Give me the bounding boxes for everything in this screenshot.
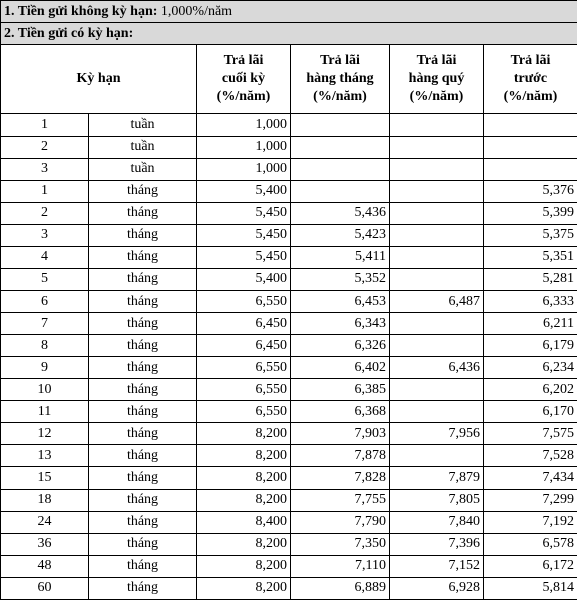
- rate-upfront-cell: 6,179: [484, 335, 577, 357]
- table-row: [1, 511, 577, 533]
- term-number-cell: 15: [1, 467, 89, 489]
- rate-upfront-cell: 5,376: [484, 180, 577, 202]
- term-unit-cell: tháng: [89, 401, 197, 423]
- term-unit-cell: tháng: [89, 489, 197, 511]
- rate-quarterly-cell: [390, 180, 484, 202]
- term-number-cell: 9: [1, 357, 89, 379]
- rate-end-of-term-cell: 6,550: [197, 357, 291, 379]
- header-quarterly-line-1: Trả lãi: [416, 53, 457, 69]
- header-row: [1, 45, 577, 114]
- rate-quarterly-cell: 7,805: [390, 489, 484, 511]
- term-number-cell: 24: [1, 511, 89, 533]
- rate-monthly-cell: [291, 158, 390, 180]
- header-end-line-3: (%/năm): [216, 89, 271, 105]
- term-number-cell: 10: [1, 379, 89, 401]
- rate-quarterly-cell: [390, 268, 484, 290]
- section-1-label: 1. Tiền gửi không kỳ hạn:: [4, 3, 158, 19]
- header-upfront-line-3: (%/năm): [503, 89, 558, 105]
- rate-upfront-cell: 6,578: [484, 533, 577, 555]
- rate-quarterly-cell: 7,840: [390, 511, 484, 533]
- rate-upfront-cell: 6,202: [484, 379, 577, 401]
- term-number-cell: 13: [1, 445, 89, 467]
- section-1-row: [1, 1, 577, 23]
- rate-end-of-term-cell: 8,200: [197, 423, 291, 445]
- rate-upfront-cell: [484, 114, 577, 136]
- term-unit-cell: tháng: [89, 379, 197, 401]
- rate-quarterly-cell: 6,436: [390, 357, 484, 379]
- rate-upfront-cell: [484, 158, 577, 180]
- term-number-cell: 4: [1, 246, 89, 268]
- table-row: [1, 577, 577, 599]
- table-row: [1, 268, 577, 290]
- section-1-cell: [1, 1, 577, 23]
- header-upfront-line-2: trước: [513, 71, 548, 87]
- header-quarterly-line-2: hàng quý: [408, 71, 465, 87]
- rate-end-of-term-cell: 8,200: [197, 555, 291, 577]
- rate-quarterly-cell: [390, 136, 484, 158]
- rate-end-of-term-cell: 8,200: [197, 467, 291, 489]
- rate-end-of-term-cell: 8,200: [197, 445, 291, 467]
- term-unit-cell: tháng: [89, 555, 197, 577]
- rate-upfront-cell: 6,234: [484, 357, 577, 379]
- rate-end-of-term-cell: 8,200: [197, 489, 291, 511]
- rate-end-of-term-cell: 5,400: [197, 180, 291, 202]
- rate-monthly-cell: [291, 136, 390, 158]
- rate-quarterly-cell: [390, 379, 484, 401]
- rate-monthly-cell: 5,411: [291, 246, 390, 268]
- rate-quarterly-cell: [390, 202, 484, 224]
- rate-end-of-term-cell: 5,450: [197, 202, 291, 224]
- table-row: [1, 246, 577, 268]
- term-unit-cell: tháng: [89, 246, 197, 268]
- header-term: Kỳ hạn: [1, 45, 197, 114]
- table-row: [1, 224, 577, 246]
- rate-monthly-cell: 6,385: [291, 379, 390, 401]
- term-unit-cell: tuần: [89, 158, 197, 180]
- term-unit-cell: tháng: [89, 467, 197, 489]
- table-row: [1, 290, 577, 312]
- table-row: [1, 445, 577, 467]
- rate-end-of-term-cell: 5,400: [197, 268, 291, 290]
- rate-end-of-term-cell: 8,400: [197, 511, 291, 533]
- table-row: [1, 555, 577, 577]
- rate-upfront-cell: 5,399: [484, 202, 577, 224]
- rate-monthly-cell: 7,878: [291, 445, 390, 467]
- term-unit-cell: tháng: [89, 180, 197, 202]
- rate-upfront-cell: 6,333: [484, 290, 577, 312]
- rate-upfront-cell: 7,434: [484, 467, 577, 489]
- rate-quarterly-cell: [390, 445, 484, 467]
- term-unit-cell: tháng: [89, 511, 197, 533]
- term-unit-cell: tháng: [89, 335, 197, 357]
- table-row: [1, 401, 577, 423]
- rate-monthly-cell: [291, 114, 390, 136]
- rate-quarterly-cell: 6,487: [390, 290, 484, 312]
- rate-quarterly-cell: [390, 313, 484, 335]
- header-end-of-term: [197, 45, 291, 114]
- header-monthly-line-2: hàng tháng: [306, 71, 374, 87]
- table-row: [1, 180, 577, 202]
- rate-monthly-cell: 7,828: [291, 467, 390, 489]
- table-row: [1, 357, 577, 379]
- term-unit-cell: tháng: [89, 313, 197, 335]
- rate-upfront-cell: 5,375: [484, 224, 577, 246]
- table-row: [1, 533, 577, 555]
- term-number-cell: 11: [1, 401, 89, 423]
- rate-monthly-cell: 6,326: [291, 335, 390, 357]
- section-2-label: 2. Tiền gửi có kỳ hạn:: [1, 23, 577, 45]
- rate-monthly-cell: 7,110: [291, 555, 390, 577]
- term-unit-cell: tháng: [89, 357, 197, 379]
- rate-end-of-term-cell: 5,450: [197, 224, 291, 246]
- rate-monthly-cell: 7,350: [291, 533, 390, 555]
- term-unit-cell: tháng: [89, 202, 197, 224]
- rate-end-of-term-cell: 6,550: [197, 379, 291, 401]
- rate-end-of-term-cell: 8,200: [197, 577, 291, 599]
- rate-upfront-cell: 7,575: [484, 423, 577, 445]
- rate-quarterly-cell: [390, 401, 484, 423]
- rate-monthly-cell: 5,423: [291, 224, 390, 246]
- rate-quarterly-cell: 6,928: [390, 577, 484, 599]
- header-upfront-line-1: Trả lãi: [510, 53, 551, 69]
- rate-quarterly-cell: 7,879: [390, 467, 484, 489]
- header-monthly: [291, 45, 390, 114]
- term-number-cell: 18: [1, 489, 89, 511]
- term-number-cell: 2: [1, 202, 89, 224]
- term-unit-cell: tuần: [89, 136, 197, 158]
- term-unit-cell: tháng: [89, 533, 197, 555]
- rate-quarterly-cell: [390, 246, 484, 268]
- rate-upfront-cell: 5,351: [484, 246, 577, 268]
- rate-quarterly-cell: [390, 335, 484, 357]
- table-row: [1, 489, 577, 511]
- term-number-cell: 1: [1, 114, 89, 136]
- rate-quarterly-cell: [390, 114, 484, 136]
- table-row: [1, 136, 577, 158]
- table-row: [1, 202, 577, 224]
- term-unit-cell: tháng: [89, 445, 197, 467]
- rate-monthly-cell: 5,436: [291, 202, 390, 224]
- section-2-row: [1, 23, 577, 45]
- term-number-cell: 3: [1, 158, 89, 180]
- rate-monthly-cell: 6,368: [291, 401, 390, 423]
- rate-quarterly-cell: 7,152: [390, 555, 484, 577]
- rate-quarterly-cell: [390, 224, 484, 246]
- term-number-cell: 12: [1, 423, 89, 445]
- header-quarterly-line-3: (%/năm): [409, 89, 464, 105]
- rate-end-of-term-cell: 1,000: [197, 158, 291, 180]
- header-monthly-line-1: Trả lãi: [320, 53, 360, 69]
- table-row: [1, 467, 577, 489]
- table-row: [1, 114, 577, 136]
- rate-upfront-cell: 7,528: [484, 445, 577, 467]
- rate-monthly-cell: 6,453: [291, 290, 390, 312]
- rate-upfront-cell: 6,172: [484, 555, 577, 577]
- rate-quarterly-cell: [390, 158, 484, 180]
- term-number-cell: 1: [1, 180, 89, 202]
- term-unit-cell: tháng: [89, 224, 197, 246]
- rate-monthly-cell: 7,755: [291, 489, 390, 511]
- rate-upfront-cell: 7,192: [484, 511, 577, 533]
- rate-upfront-cell: 5,281: [484, 268, 577, 290]
- term-number-cell: 36: [1, 533, 89, 555]
- rate-quarterly-cell: 7,396: [390, 533, 484, 555]
- rate-monthly-cell: 6,343: [291, 313, 390, 335]
- term-unit-cell: tháng: [89, 268, 197, 290]
- rate-monthly-cell: [291, 180, 390, 202]
- rate-upfront-cell: 7,299: [484, 489, 577, 511]
- rate-monthly-cell: 6,889: [291, 577, 390, 599]
- term-number-cell: 6: [1, 290, 89, 312]
- table-row: [1, 335, 577, 357]
- rate-upfront-cell: [484, 136, 577, 158]
- term-number-cell: 7: [1, 313, 89, 335]
- header-end-line-2: cuối kỳ: [221, 71, 266, 87]
- rate-upfront-cell: 6,170: [484, 401, 577, 423]
- table-row: [1, 423, 577, 445]
- rate-end-of-term-cell: 6,550: [197, 401, 291, 423]
- rate-monthly-cell: 7,790: [291, 511, 390, 533]
- rate-end-of-term-cell: 6,450: [197, 313, 291, 335]
- header-monthly-line-3: (%/năm): [313, 89, 367, 105]
- section-1-value: 1,000%/năm: [160, 3, 233, 19]
- rate-quarterly-cell: 7,956: [390, 423, 484, 445]
- term-number-cell: 5: [1, 268, 89, 290]
- rate-end-of-term-cell: 5,450: [197, 246, 291, 268]
- rate-end-of-term-cell: 1,000: [197, 136, 291, 158]
- term-number-cell: 2: [1, 136, 89, 158]
- term-number-cell: 48: [1, 555, 89, 577]
- term-unit-cell: tháng: [89, 423, 197, 445]
- header-upfront: [484, 45, 577, 114]
- rate-upfront-cell: 5,814: [484, 577, 577, 599]
- term-number-cell: 60: [1, 577, 89, 599]
- rate-end-of-term-cell: 1,000: [197, 114, 291, 136]
- term-unit-cell: tháng: [89, 290, 197, 312]
- rate-end-of-term-cell: 6,550: [197, 290, 291, 312]
- table-row: [1, 379, 577, 401]
- term-number-cell: 3: [1, 224, 89, 246]
- table-row: [1, 313, 577, 335]
- rate-monthly-cell: 5,352: [291, 268, 390, 290]
- rate-end-of-term-cell: 8,200: [197, 533, 291, 555]
- rate-end-of-term-cell: 6,450: [197, 335, 291, 357]
- term-unit-cell: tuần: [89, 114, 197, 136]
- term-number-cell: 8: [1, 335, 89, 357]
- table-row: [1, 158, 577, 180]
- rate-monthly-cell: 7,903: [291, 423, 390, 445]
- header-quarterly: [390, 45, 484, 114]
- rate-monthly-cell: 6,402: [291, 357, 390, 379]
- header-end-line-1: Trả lãi: [223, 53, 264, 69]
- rate-upfront-cell: 6,211: [484, 313, 577, 335]
- term-unit-cell: tháng: [89, 577, 197, 599]
